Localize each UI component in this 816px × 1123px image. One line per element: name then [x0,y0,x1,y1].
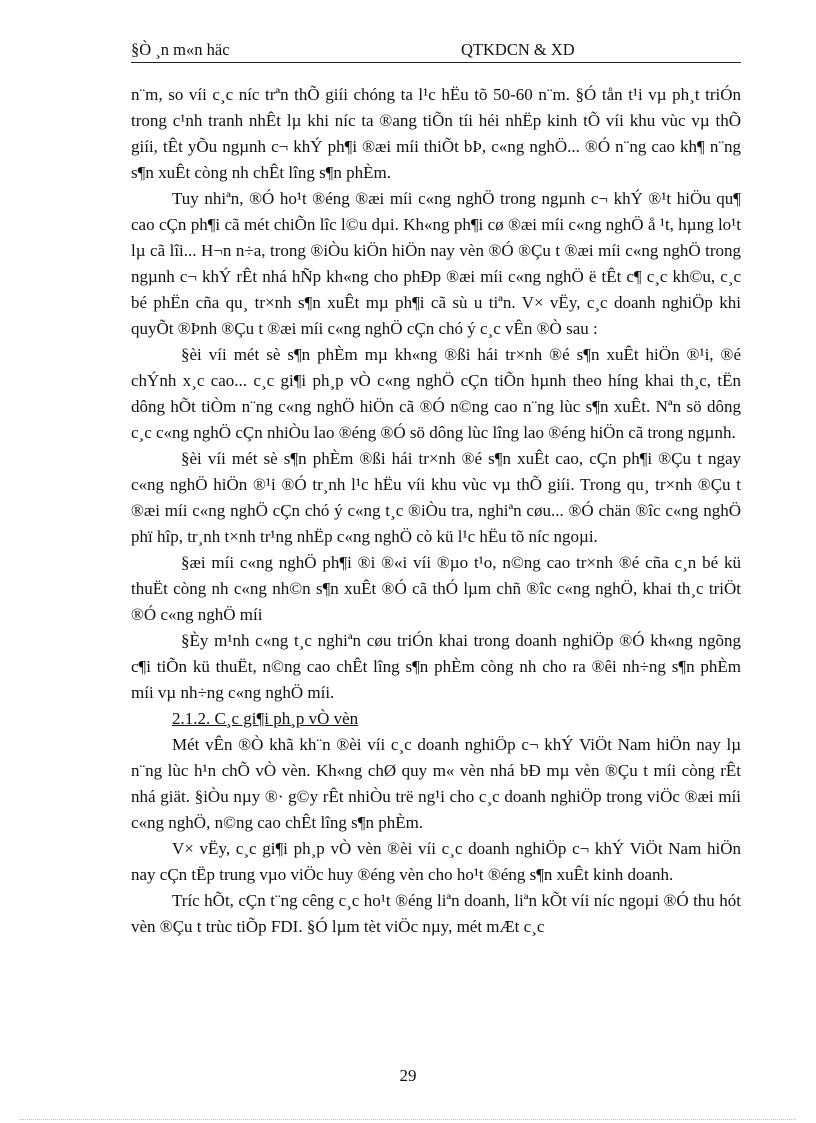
paragraph: Mét vÊn ®Ò khã kh¨n ®èi víi c¸c doanh nghiÖp c¬ khÝ ViÖt Nam hiÖn nay lµ n¨ng lùc h¹n chÕ vÒ vèn. Kh«ng chØ quy m« vèn nhá bÐ mµ vèn ®Çu t míi còng rÊt nhá giät. §iÒu nµy ®· g©y rÊt nhiÒu trë ng¹i cho c¸c doanh nghiÖp trong viÖc ®æi míi c«ng nghÖ, n©ng cao chÊt lîng s¶n phÈm. [131,735,741,832]
paragraph: §æi míi c«ng nghÖ ph¶i ®i ®«i víi ®µo t¹o, n©ng cao tr×nh ®é cña c¸n bé kü thuËt còng nh c«ng nh©n s¶n xuÊt ®Ó cã thÓ lµm chñ ®îc c«ng nghÖ, khai th¸c triÖt ®Ó c«ng nghÖ míi [131,553,741,624]
paragraph: Tríc hÕt, cÇn t¨ng cêng c¸c ho¹t ®éng liªn doanh, liªn kÕt víi níc ngoµi ®Ó thu hót vèn ®Çu t trùc tiÕp FDI. §Ó lµm tèt viÖc nµy, mét mÆt c¸c [131,891,741,936]
header-right: QTKDCN & XD [461,40,575,59]
page-number: 29 [399,1066,417,1085]
paragraph: n¨m, so víi c¸c níc trªn thÕ giíi chóng ta l¹c hËu tõ 50-60 n¨m. §Ó tån t¹i vµ ph¸t triÓn trong c¹nh tranh nhÊt lµ khi níc ta ®ang tiÕn tíi héi nhËp kinh tÕ víi khu vùc vµ thÕ giíi, tÊt yÕu ngµnh c¬ khÝ ph¶i ®æi míi thiÕt bÞ, c«ng nghÖ... ®Ó n¨ng cao kh¶ n¨ng s¶n xuÊt còng nh chÊt lîng s¶n phÈm. [131,85,741,182]
section-heading-text: 2.1.2. C¸c gi¶i ph¸p vÒ vèn [172,709,359,728]
paragraph: §èi víi mét sè s¶n phÈm ®ßi hái tr×nh ®é s¶n xuÊt cao, cÇn ph¶i ®Çu t ngay c«ng nghÖ hiÖn ®¹i ®Ó tr¸nh l¹c hËu víi khu vùc vµ thÕ giíi. Trong qu¸ tr×nh ®Çu t ®æi míi c«ng nghÖ cÇn chó ý c«ng t¸c ®iÒu tra, nghiªn cøu... ®Ó chän ®îc c«ng nghÖ phï hîp, tr¸nh t×nh tr¹ng nhËp c«ng nghÖ cò kü l¹c hËu tõ níc ngoµi. [131,449,741,546]
paragraph: §Èy m¹nh c«ng t¸c nghiªn cøu triÓn khai trong doanh nghiÖp ®Ó kh«ng ngõng c¶i tiÕn kü thuËt, n©ng cao chÊt lîng s¶n phÈm còng nh cho ra ®êi nh÷ng s¶n phÈm míi vµ nh÷ng c«ng nghÖ míi. [131,631,741,702]
page-bottom-divider [20,1119,796,1120]
paragraph: Tuy nhiªn, ®Ó ho¹t ®éng ®æi míi c«ng nghÖ trong ngµnh c¬ khÝ ®¹t hiÖu qu¶ cao cÇn ph¶i cã mét chiÕn lîc l©u dµi. Kh«ng ph¶i cø ®æi míi c«ng nghÖ å ¹t, hµng lo¹t lµ cã lîi... H¬n n÷a, trong ®iÒu kiÖn hiÖn nay vèn ®Ó ®Çu t ®æi míi c«ng nghÖ trong ngµnh c¬ khÝ rÊt nhá hÑp kh«ng cho phÐp ®æi míi c«ng nghÖ ë tÊt c¶ c¸c kh©u, c¸c bé phËn cña qu¸ tr×nh s¶n xuÊt mµ ph¶i cã sù u tiªn. V× vËy, c¸c doanh nghiÖp khi quyÕt ®Þnh ®Çu t ®æi míi c«ng nghÖ cÇn chó ý c¸c vÊn ®Ò sau : [131,189,741,338]
page-header [131,38,741,63]
header-left: §Ò ¸n m«n häc [131,40,230,59]
paragraph: §èi víi mét sè s¶n phÈm mµ kh«ng ®ßi hái tr×nh ®é s¶n xuÊt hiÖn ®¹i, ®é chÝnh x¸c cao... c¸c gi¶i ph¸p vÒ c«ng nghÖ cÇn tiÕn hµnh theo híng khai th¸c, tËn dông hÕt tiÒm n¨ng c«ng nghÖ hiÖn cã ®Ó n©ng cao n¨ng lùc s¶n xuÊt. Nªn sö dông c¸c c«ng nghÖ cÇn nhiÒu lao ®éng ®Ó sö dông lùc lîng lao ®éng hiÖn cã trong ngµnh. [131,345,741,442]
paragraph: V× vËy, c¸c gi¶i ph¸p vÒ vèn ®èi víi c¸c doanh nghiÖp c¬ khÝ ViÖt Nam hiÖn nay cÇn tËp trung vµo viÖc huy ®éng vèn cho ho¹t ®éng s¶n xuÊt kinh doanh. [131,839,741,884]
section-heading [131,706,741,732]
document-body [131,82,741,940]
